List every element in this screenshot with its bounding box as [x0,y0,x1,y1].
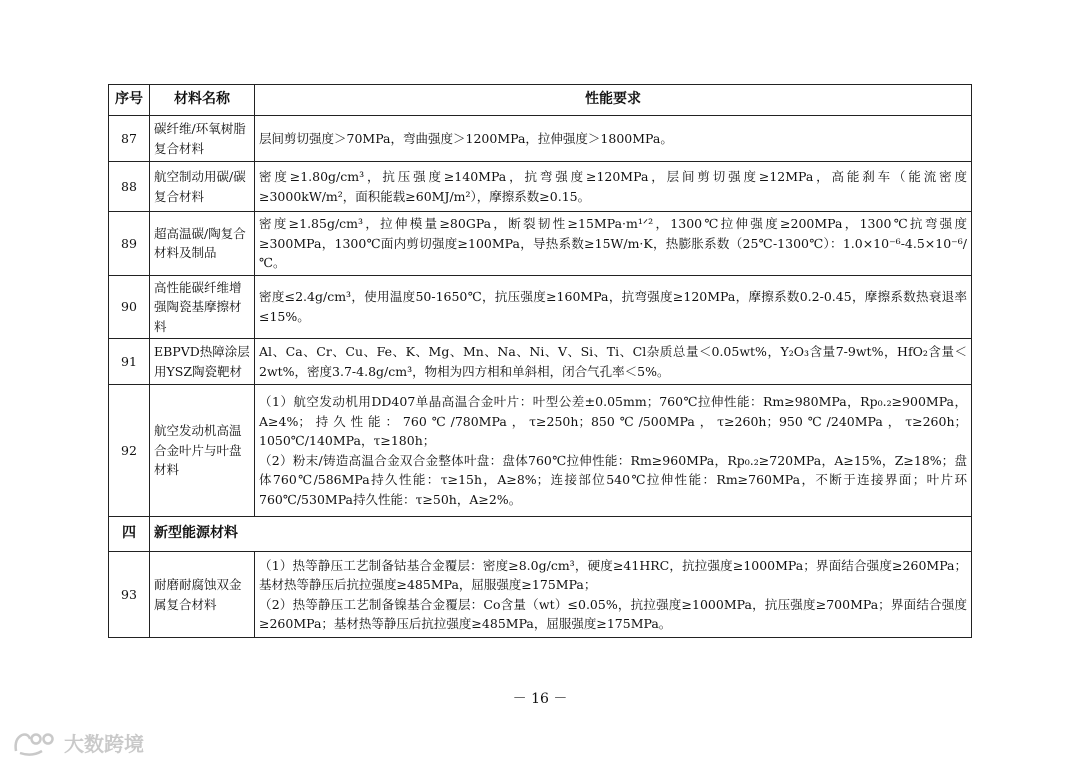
table-header-row [109,85,972,116]
watermark [12,728,144,757]
row-number: 89 [109,212,150,276]
performance-requirement [255,212,972,276]
page-number: － 16 － [512,691,568,707]
material-name: 航空制动用碳/碳复合材料 [150,162,255,212]
performance-requirement [255,116,972,162]
row-number: 88 [109,162,150,212]
material-name: 碳纤维/环氧树脂复合材料 [150,116,255,162]
requirement-text: 密度≥1.80g/cm³，抗压强度≥140MPa，抗弯强度≥120MPa，层间剪切强度≥12MPa，高能刹车（能流密度≥3000kW/m²，面积能载≥60MJ/m²），摩擦系数≥0.15。 [259,169,967,204]
performance-requirement [255,339,972,385]
section-title: 新型能源材料 [150,517,972,552]
table-row [109,162,972,212]
requirement-text: Al、Ca、Cr、Cu、Fe、K、Mg、Mn、Na、Ni、V、Si、Ti、Cl杂质总量＜0.05wt%，Y₂O₃含量7-9wt%，HfO₂含量＜2wt%，密度3.7-4.8g/cm³，物相为四方相和单斜相，闭合气孔率＜5%。 [259,344,967,379]
table-row [109,275,972,339]
table-row [109,552,972,638]
row-number: 87 [109,116,150,162]
performance-requirement [255,552,972,638]
performance-requirement [255,385,972,517]
header-performance-requirements: 性能要求 [255,85,972,116]
table-row [109,116,972,162]
watermark-text: 大数跨境 [64,732,144,756]
requirement-text: 密度≤2.4g/cm³，使用温度50-1650℃，抗压强度≥160MPa，抗弯强度≥120MPa，摩擦系数0.2-0.45，摩擦系数热衰退率≤15%。 [259,289,967,324]
requirement-text: （1）航空发动机用DD407单晶高温合金叶片：叶型公差±0.05mm；760℃拉伸性能：Rm≥980MPa，Rp₀.₂≥900MPa，A≥4%；持久性能：760℃/780MPa，τ≥250h；850℃/500MPa，τ≥260h；950℃/240MPa，τ≥260h；1050℃/140MPa，τ≥180h； [259,394,967,448]
material-name: 高性能碳纤维增强陶瓷基摩擦材料 [150,275,255,339]
material-name: 超高温碳/陶复合材料及制品 [150,212,255,276]
row-number: 90 [109,275,150,339]
table-row [109,385,972,517]
watermark-logo-icon [12,729,58,757]
header-material-name: 材料名称 [150,85,255,116]
requirement-text: 层间剪切强度＞70MPa，弯曲强度＞1200MPa，拉伸强度＞1800MPa。 [259,130,673,146]
requirement-text: 密度≥1.85g/cm³，拉伸模量≥80GPa，断裂韧性≥15MPa·m¹ᐟ²，1300℃拉伸强度≥200MPa，1300℃抗弯强度≥300MPa，1300℃面内剪切强度≥100MPa，导热系数≥15W/m·K，热膨胀系数（25℃-1300℃）：1.0×10⁻⁶-4.5×10⁻⁶/℃。 [259,216,967,270]
row-number: 92 [109,385,150,517]
requirement-text: （2）热等静压工艺制备镍基合金覆层：Co含量（wt）≤0.05%，抗拉强度≥1000MPa，抗压强度≥700MPa；界面结合强度≥260MPa；基材热等静压后抗拉强度≥485MPa，屈服强度≥175MPa。 [259,596,967,631]
performance-requirement [255,275,972,339]
row-number: 93 [109,552,150,638]
header-serial-number: 序号 [109,85,150,116]
table-row [109,339,972,385]
table-row [109,212,972,276]
performance-requirement [255,162,972,212]
material-name: 耐磨耐腐蚀双金属复合材料 [150,552,255,638]
section-row [109,517,972,552]
requirement-text: （2）粉末/铸造高温合金双合金整体叶盘：盘体760℃拉伸性能：Rm≥960MPa，Rp₀.₂≥720MPa，A≥15%，Z≥18%；盘体760℃/586MPa持久性能：τ≥15h，A≥8%；连接部位540℃拉伸性能：Rm≥760MPa，不断于连接界面；叶片环760℃/530MPa持久性能：τ≥50h，A≥2%。 [259,452,967,507]
section-number: 四 [109,517,150,552]
requirement-text: （1）热等静压工艺制备钴基合金覆层：密度≥8.0g/cm³，硬度≥41HRC，抗拉强度≥1000MPa；界面结合强度≥260MPa；基材热等静压后抗拉强度≥485MPa，屈服强度≥175MPa； [259,557,967,592]
material-name: EBPVD热障涂层用YSZ陶瓷靶材 [150,339,255,385]
material-name: 航空发动机高温合金叶片与叶盘材料 [150,385,255,517]
materials-table [108,84,972,638]
row-number: 91 [109,339,150,385]
